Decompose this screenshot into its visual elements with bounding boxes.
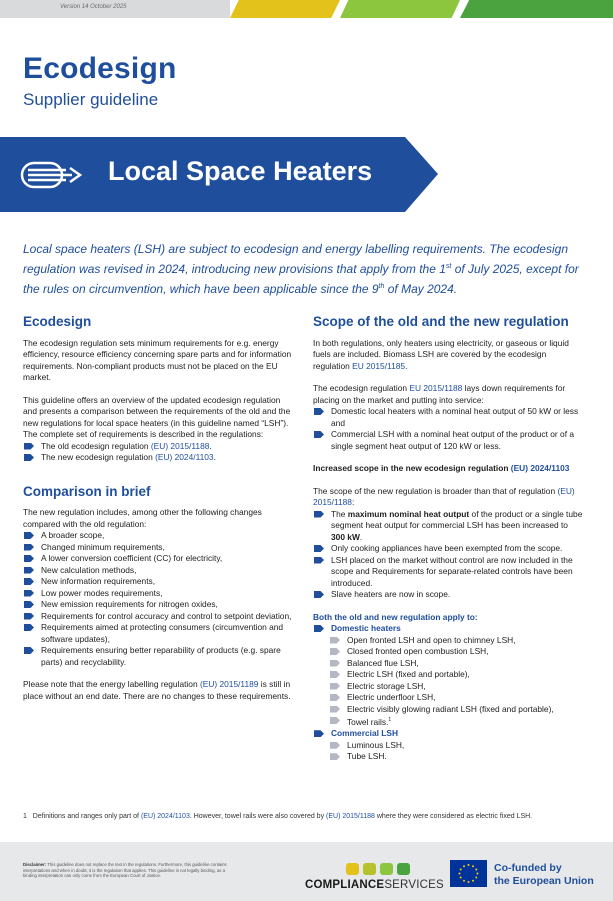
new-scope-paragraph: The scope of the new regulation is broader than that of regulation (EU) 2015/1188: <box>313 485 575 507</box>
list-item: Commercial LSH with a nominal heat output of the product or of a single segment heat output of 120 kW or less. <box>313 429 583 452</box>
list-item: Open fronted LSH and open to chimney LSH, <box>329 635 583 647</box>
regulation-link[interactable]: (EU) 2015/1188 <box>326 813 375 820</box>
brand-title: Ecodesign <box>23 52 177 85</box>
regulation-link[interactable]: (EU) 2015/1188 <box>150 440 210 451</box>
list-item: Tube LSH. <box>329 751 583 763</box>
regulation-link[interactable]: (EU) 2024/1103 <box>140 813 190 820</box>
list-item: Towel rails.$^1$ <box>329 715 583 728</box>
regulation-link[interactable]: (EU) 2015/1188 <box>313 485 575 507</box>
list-item: New calculation methods, <box>23 565 293 577</box>
applies-list-commercial <box>313 728 583 740</box>
version-label: Version 14 October 2025 <box>60 4 127 10</box>
both-regulations-heading: Both the old and new regulation apply to: <box>313 611 478 622</box>
list-item: Closed fronted open combustion LSH, <box>329 646 583 658</box>
commercial-lsh-item: Commercial LSH <box>313 728 583 740</box>
list-item: A broader scope, <box>23 530 293 542</box>
list-item: The maximum nominal heat output of the product or a single tube segment heat output for commercial LSH has been increased to 300 kW. <box>313 509 583 544</box>
list-item: Electric storage LSH, <box>329 681 583 693</box>
increased-scope-heading: Increased scope in the new ecodesign regulation (EU) 2024/1103 <box>313 463 570 473</box>
scope-paragraph: In both regulations, only heaters using electricity, or gaseous or liquid fuels are included. Biomass LSH are covered by the ecodesign regulation EU 2015/1185. <box>313 337 569 371</box>
list-item: Domestic local heaters with a nominal heat output of 50 kW or less and <box>313 406 583 429</box>
list-item: Balanced flue LSH, <box>329 658 583 670</box>
regulation-link[interactable]: EU 2015/1185 <box>352 360 406 371</box>
guideline-paragraph: This guideline offers an overview of the updated ecodesign regulation and presents a comparison between the requirements of the old and the new regulations for local space heaters (in this guideline named “LSH”). The complete set of requirements is described in the regulations: <box>23 394 291 439</box>
list-item: A lower conversion coefficient (CC) for electricity, <box>23 553 293 565</box>
ecodesign-paragraph: The ecodesign regulation sets minimum requirements for e.g. energy efficiency, resource efficiency concerning spare parts and for information requirements. Non-compliant products must not be placed on the EU market. <box>23 337 292 382</box>
list-item: Only cooking appliances have been exempted from the scope. <box>313 543 583 555</box>
list-item: Electric underfloor LSH, <box>329 692 583 704</box>
commercial-list <box>329 740 583 763</box>
old-scope-paragraph: The ecodesign regulation EU 2015/1188 lays down requirements for placing on the market and putting into service: <box>313 383 566 405</box>
domestic-list <box>329 635 583 729</box>
right-column <box>313 316 583 763</box>
regulation-link[interactable]: EU 2015/1188 <box>409 383 463 393</box>
list-item: Requirements aimed at protecting consumers (circumvention and software updates), <box>23 622 293 645</box>
ecodesign-heading: Ecodesign <box>23 314 92 329</box>
comparison-paragraph: The new regulation includes, among other the following changes compared with the old regulation: <box>23 507 262 529</box>
list-item: Requirements ensuring better reparability of products (e.g. spare parts) and recyclability. <box>23 645 293 668</box>
list-item: Requirements for control accuracy and control to setpoint deviation, <box>23 611 293 623</box>
list-item: Luminous LSH, <box>329 740 583 752</box>
changes-list <box>23 530 293 668</box>
left-column <box>23 316 293 713</box>
page-title: Local Space Heaters <box>108 156 373 186</box>
list-item: Electric visibly glowing radiant LSH (fixed and portable), <box>329 704 583 716</box>
list-item: New emission requirements for nitrogen oxides, <box>23 599 293 611</box>
regulation-link[interactable]: (EU) 2024/1103 <box>155 452 214 462</box>
list-item: New information requirements, <box>23 576 293 588</box>
regulation-link[interactable]: (EU) 2024/1103 <box>510 463 570 473</box>
new-scope-list <box>313 509 583 601</box>
intro-text: Local space heaters (LSH) are subject to ecodesign and energy labelling requirements. The ecodesign regulation was revised in 2024, introducing new provisions that apply from the 1st of July 2025, except for the rules on circumvention, which have been applicable since the 9th of May 2024. <box>23 242 579 297</box>
eu-flag-icon <box>450 860 487 887</box>
comparison-heading: Comparison in brief <box>23 483 151 499</box>
heater-icon <box>20 161 84 189</box>
list-item: The old ecodesign regulation (EU) 2015/1188. <box>23 441 293 453</box>
compliance-services-icons <box>325 863 430 876</box>
applies-list <box>313 623 583 635</box>
brand-subtitle: Supplier guideline <box>23 90 159 109</box>
list-item: Electric LSH (fixed and portable), <box>329 669 583 681</box>
list-item: Slave heaters are now in scope. <box>313 589 583 601</box>
regulation-list <box>23 441 293 464</box>
energy-label-paragraph: Please note that the energy labelling regulation (EU) 2015/1189 is still in place without an end date. There are no changes to these requirements. <box>23 679 291 701</box>
list-item: The new ecodesign regulation (EU) 2024/1103. <box>23 452 293 464</box>
list-item: Changed minimum requirements, <box>23 542 293 554</box>
list-item: Low power modes requirements, <box>23 588 293 600</box>
compliance-services-logo: COMPLIANCESERVICES <box>305 879 444 891</box>
eu-funding-label: Co-funded by the European Union <box>494 862 594 887</box>
regulation-link[interactable]: (EU) 2015/1189 <box>199 679 259 689</box>
disclaimer: Disclaimer: This guideline does not replace the text in the regulations. Furthermore, this guideline contains interpretations and when in doubt, it is the regulation that applies. This guideline is not legally binding, as a binding interpretation can only come from the European Court of Justice. <box>23 862 227 878</box>
old-scope-list <box>313 406 583 452</box>
scope-heading: Scope of the old and the new regulation <box>313 314 569 329</box>
footnote: 1 Definitions and ranges only part of (EU) 2024/1103. However, towel rails were also covered by (EU) 2015/1188 where they were considered as electric fixed LSH. <box>23 813 533 820</box>
list-item: LSH placed on the market without control are now included in the scope and Requirements for separate-related controls have been introduced. <box>313 555 583 590</box>
domestic-heaters-item: Domestic heaters <box>313 623 583 635</box>
